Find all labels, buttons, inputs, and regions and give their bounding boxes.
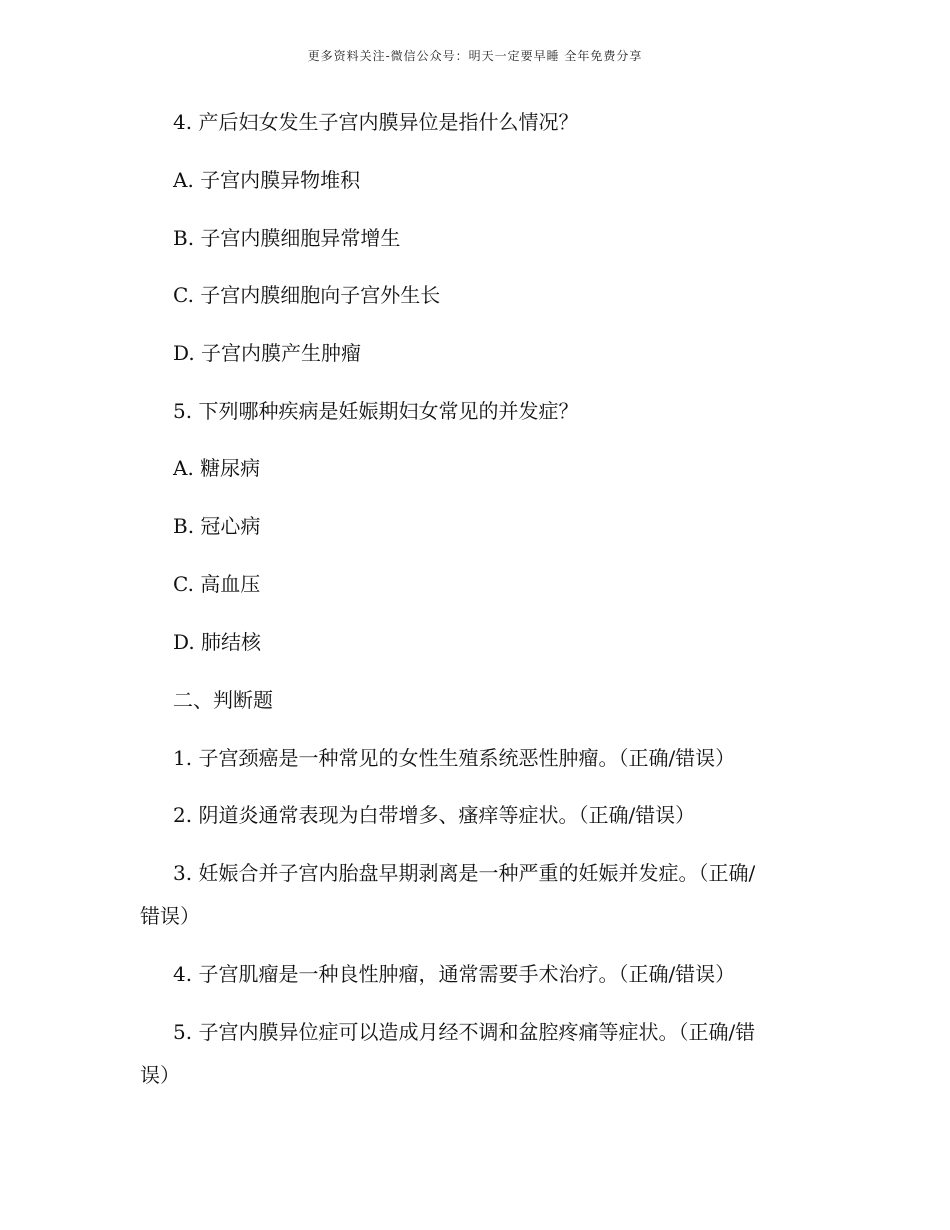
- judgment-item-3-line-1: 3. 妊娠合并子宫内胎盘早期剥离是一种严重的妊娠并发症。（正确/: [173, 861, 756, 885]
- question-5-option-c: C. 高血压: [173, 572, 261, 596]
- question-5-text: 5. 下列哪种疾病是妊娠期妇女常见的并发症？: [173, 399, 579, 423]
- section-title-judgment: 二、判断题: [173, 688, 273, 712]
- question-4-option-b: B. 子宫内膜细胞异常增生: [173, 226, 401, 250]
- judgment-item-1: 1. 子宫颈癌是一种常见的女性生殖系统恶性肿瘤。（正确/错误）: [173, 746, 736, 770]
- question-4-option-c: C. 子宫内膜细胞向子宫外生长: [173, 283, 441, 307]
- judgment-item-5-line-2: 误）: [140, 1063, 180, 1087]
- question-4-option-d: D. 子宫内膜产生肿瘤: [173, 341, 362, 365]
- judgment-item-5-line-1: 5. 子宫内膜异位症可以造成月经不调和盆腔疼痛等症状。（正确/错: [173, 1020, 756, 1044]
- question-4-option-a: A. 子宫内膜异物堆积: [173, 168, 361, 192]
- question-5-option-d: D. 肺结核: [173, 630, 262, 654]
- page-header: 更多资料关注-微信公众号：明天一定要早睡 全年免费分享: [307, 49, 643, 63]
- judgment-item-4: 4. 子宫肌瘤是一种良性肿瘤，通常需要手术治疗。（正确/错误）: [173, 962, 736, 986]
- judgment-item-3-line-2: 错误）: [140, 904, 200, 928]
- question-4-text: 4. 产后妇女发生子宫内膜异位是指什么情况？: [173, 110, 579, 134]
- question-5-option-b: B. 冠心病: [173, 514, 261, 538]
- judgment-item-2: 2. 阴道炎通常表现为白带增多、瘙痒等症状。（正确/错误）: [173, 803, 696, 827]
- question-5-option-a: A. 糖尿病: [173, 456, 261, 480]
